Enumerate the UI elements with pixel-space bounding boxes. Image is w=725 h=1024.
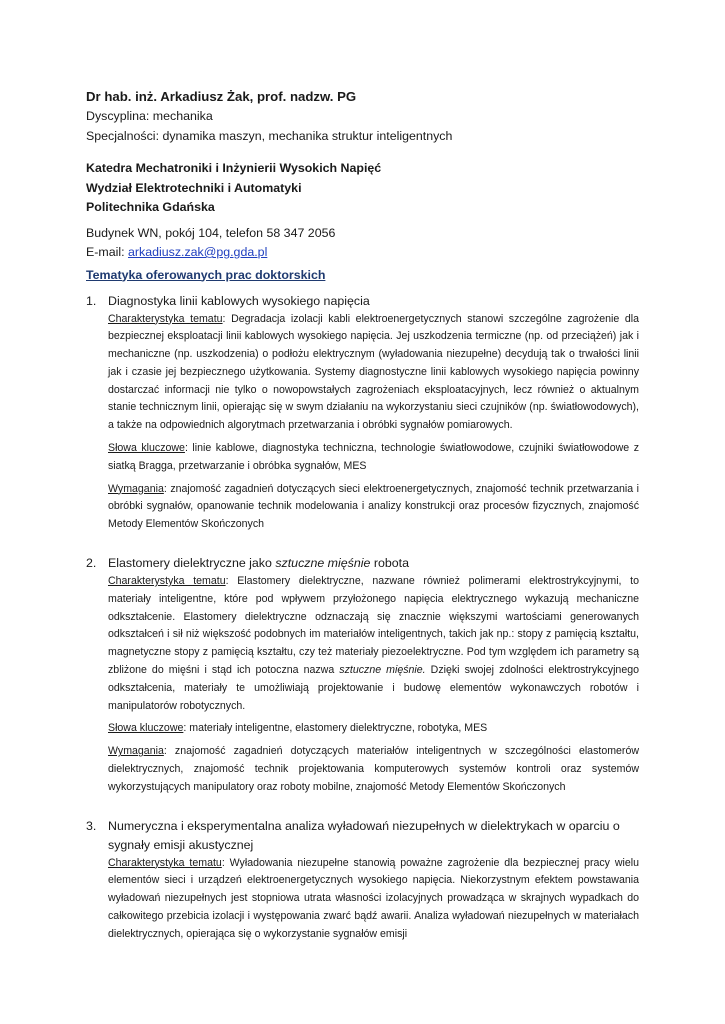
topic-item <box>86 554 639 797</box>
office-info: Budynek WN, pokój 104, telefon 58 347 2056 <box>86 225 336 240</box>
topic-title <box>86 554 639 573</box>
characteristics-paragraph: Charakterystyka tematu: Degradacja izolacji kabli elektroenergetycznych stanowi szczególne zagrożenie dla bezpiecznej eksploatacji linii kablowych wysokiego napięcia. Jej uszkodzenia termiczne (np. od przeciążeń) jak i mechaniczne (np. uszkodzenia) o podłożu elektrycznym (wyładowania niezupełne) decydują tak o trwałości linii jak i czasie jej bezpiecznego użytkowania. Systemy diagnostyczne linii kablowych wysokiego napięcia powinny dostarczać informacji nie tylko o nowopowstałych zagrożeniach eksploatacyjnych, lecz również o aktualnym stanie technicznym linii, opierając się w swym działaniu na wykorzystaniu sieci czujników (np. światłowodowych), a także na odpowiednich algorytmach przetwarzania i obróbki sygnałów pomiarowych. <box>108 312 639 432</box>
keywords-paragraph: Słowa kluczowe: linie kablowe, diagnostyka techniczna, technologie światłowodowe, czujniki światłowodowe z siatką Bragga, przetwarzanie i obróbka sygnałów, MES <box>108 442 640 472</box>
characteristics-text: Degradacja izolacji kabli elektroenergetycznych stanowi szczególne zagrożenie dla bezpiecznej eksploatacji linii kablowych wysokiego napięcia. Jej uszkodzenia termiczne (np. od przeciążeń) jak i mechaniczne (np. uszkodzenia) o podłożu elektrycznym (wyładowania niezupełne) decydują tak o trwałości linii jak i czasie jej bezpiecznego użytkowania. Systemy diagnostyczne linii kablowych wysokiego napięcia powinny dostarczać informacji nie tylko o nowopowstałych zagrożeniach eksploatacyjnych, lecz również o aktualnym stanie technicznym linii, opierając się w swym działaniu na wykorzystaniu sieci czujników (np. światłowodowych), a także na odpowiednich algorytmach przetwarzania i obróbki sygnałów pomiarowych. <box>108 312 639 432</box>
university-name: Politechnika Gdańska <box>86 200 215 214</box>
characteristics-label: Charakterystyka tematu <box>108 856 222 869</box>
topic-title <box>86 292 639 311</box>
topic-title-text: Diagnostyka linii kablowych wysokiego napięcia <box>108 293 370 308</box>
topic-item <box>86 817 639 944</box>
topic-body <box>108 855 639 944</box>
characteristics-label: Charakterystyka tematu <box>108 575 226 588</box>
requirements-label: Wymagania <box>108 745 164 758</box>
email-label: E-mail: <box>86 245 128 259</box>
requirements-paragraph: Wymagania: znajomość zagadnień dotyczących sieci elektroenergetycznych, znajomość technik przetwarzania i obróbki sygnałów, opanowanie technik modelowania i analizy konstrukcji oraz procesów fizycznych, znajomość Metody Elementów Skończonych <box>108 482 640 531</box>
characteristics-paragraph: Charakterystyka tematu: Wyładowania niezupełne stanowią poważne zagrożenie dla bezpiecznej pracy wielu elementów sieci i urządzeń elektroenergetycznych wysokiego napięcia. Niekorzystnym efektem powstawania wyładowań niezupełnych jest stopniowa utrata własności izolacyjnych prowadząca w skrajnych wypadkach do całkowitego przebicia izolacji i występowania zwarć bądź awarii. Analiza wyładowań niezupełnych w materiałach dielektrycznych, opierająca się o wykorzystanie sygnałów emisji <box>108 856 639 940</box>
topic-body <box>108 573 639 797</box>
topic-body <box>108 311 639 535</box>
characteristics-text-cont: Dzięki swojej zdolności elektrostrykcyjnego odkształcenia, materiały te umożliwiają projektowanie i budowę elementów wykonawczych robotów i manipulatorów robotycznych. <box>108 664 639 712</box>
email-line <box>86 243 639 263</box>
requirements-text: znajomość zagadnień dotyczących sieci elektroenergetycznych, znajomość technik przetwarzania i obróbki sygnałów, opanowanie technik modelowania i analizy konstrukcji oraz procesów fizycznych, znajomość Metody Elementów Skończonych <box>108 482 640 531</box>
author-name: Dr hab. inż. Arkadiusz Żak, prof. nadzw. PG <box>86 89 357 104</box>
department-name: Katedra Mechatroniki i Inżynierii Wysokich Napięć <box>86 161 382 175</box>
keywords-text: linie kablowe, diagnostyka techniczna, technologie światłowodowe, czujniki światłowodowe z siatką Bragga, przetwarzanie i obróbka sygnałów, MES <box>108 442 640 472</box>
document-content <box>86 87 639 944</box>
topic-number: 1. <box>86 293 97 308</box>
topic-number: 2. <box>86 556 97 571</box>
characteristics-label: Charakterystyka tematu <box>108 312 223 325</box>
keywords-paragraph: Słowa kluczowe: materiały inteligentne, elastomery dielektryczne, robotyka, MES <box>108 722 488 735</box>
characteristics-italic: sztuczne mięśnie. <box>339 664 426 677</box>
requirements-label: Wymagania <box>108 482 164 495</box>
faculty-name: Wydział Elektrotechniki i Automatyki <box>86 180 302 195</box>
characteristics-text: Wyładowania niezupełne stanowią poważne zagrożenie dla bezpiecznej pracy wielu elementów sieci i urządzeń elektroenergetycznych wysokiego napięcia. Niekorzystnym efektem powstawania wyładowań niezupełnych jest stopniowa utrata własności izolacyjnych prowadząca w skrajnych wypadkach do całkowitego przebicia izolacji i występowania zwarć bądź awarii. Analiza wyładowań niezupełnych w materiałach dielektrycznych, opierająca się o wykorzystanie sygnałów emisji <box>108 856 639 940</box>
requirements-paragraph: Wymagania: znajomość zagadnień dotyczących materiałów inteligentnych w szczególności elastomerów dielektrycznych, znajomość technik projektowania komputerowych systemów kontroli oraz systemów wykorzystujących manipulatory oraz roboty mobilne, znajomość Metody Elementów Skończonych <box>108 745 639 793</box>
keywords-label: Słowa kluczowe <box>108 722 184 735</box>
keywords-text: materiały inteligentne, elastomery dielektryczne, robotyka, MES <box>189 722 488 735</box>
title-italic-part: sztuczne mięśnie <box>275 556 371 571</box>
topic-item <box>86 292 639 535</box>
title-part: Elastomery dielektryczne jako <box>108 556 276 571</box>
keywords-label: Słowa kluczowe <box>108 442 185 455</box>
topic-title <box>86 817 639 855</box>
email-link[interactable]: arkadiusz.zak@pg.gda.pl <box>128 245 268 259</box>
section-heading: Tematyka oferowanych prac doktorskich <box>86 267 326 282</box>
requirements-text: znajomość zagadnień dotyczących materiałów inteligentnych w szczególności elastomerów dielektrycznych, znajomość technik projektowania komputerowych systemów kontroli oraz systemów wykorzystujących manipulatory oraz roboty mobilne, znajomość Metody Elementów Skończonych <box>108 745 639 793</box>
characteristics-text: Elastomery dielektryczne, nazwane również polimerami elektrostrykcyjnymi, to materiały inteligentne, które pod wpływem przyłożonego napięcia elektrycznego wykazują mechaniczne odkształcenie. Elastomery dielektryczne odznaczają się znacznie większymi wartościami generowanych odkształceń i sił niż większość podobnych im materiałów inteligentnych, takich jak np.: stopy z pamięcią kształtu, magnetyczne stopy z pamięcią kształtu, czy też materiały piezoelektryczne. Pod tym względem ich parametry są zbliżone do mięśni i stąd ich potoczna nazwa <box>108 575 639 677</box>
topic-title-text <box>108 554 409 573</box>
topic-title-text: Numeryczna i eksperymentalna analiza wyładowań niezupełnych w dielektrykach w oparciu o sygnały emisji akustycznej <box>108 818 620 852</box>
author-specialties: Specjalności: dynamika maszyn, mechanika struktur inteligentnych <box>86 128 453 143</box>
author-discipline: Dyscyplina: mechanika <box>86 109 213 123</box>
title-part: robota <box>370 556 409 571</box>
topic-number: 3. <box>86 818 97 833</box>
characteristics-paragraph: Charakterystyka tematu: Elastomery dielektryczne, nazwane również polimerami elektrostrykcyjnymi, to materiały inteligentne, które pod wpływem przyłożonego napięcia elektrycznego wykazują mechaniczne odkształcenie. Elastomery dielektryczne odznaczają się znacznie większymi wartościami generowanych odkształceń i sił niż większość podobnych im materiałów inteligentnych, takich jak np.: stopy z pamięcią kształtu, magnetyczne stopy z pamięcią kształtu, czy też materiały piezoelektryczne. Pod tym względem ich parametry są zbliżone do mięśni i stąd ich potoczna nazwa sztuczne mięśnie. Dzięki swojej zdolności elektrostrykcyjnego odkształcenia, materiały te umożliwiają projektowanie i budowę elementów wykonawczych robotów i manipulatorów robotycznych. <box>108 575 639 712</box>
